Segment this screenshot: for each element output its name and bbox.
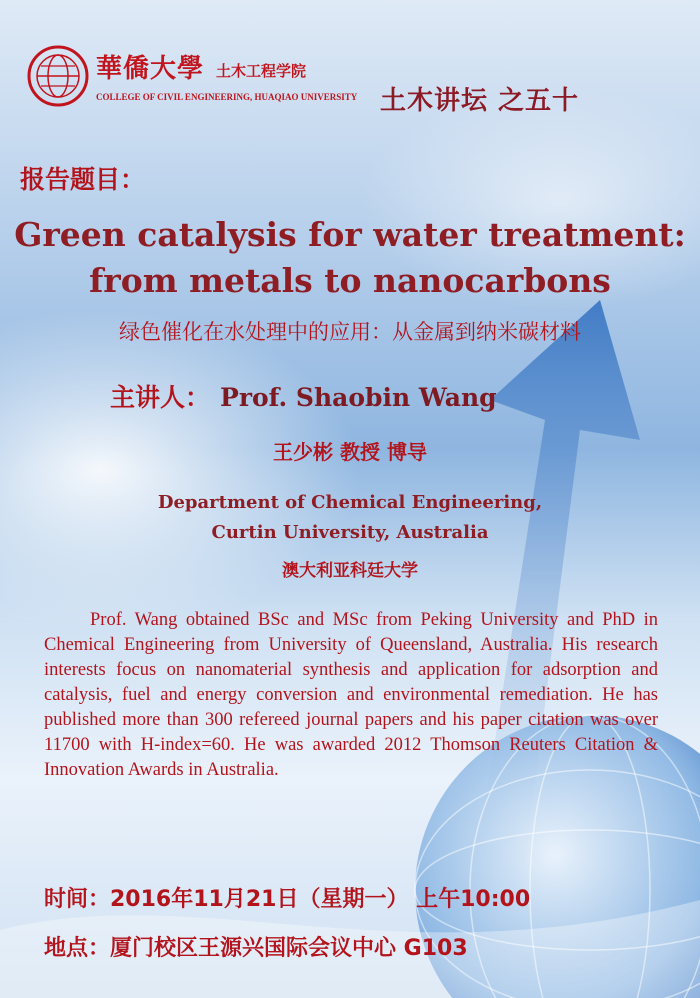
talk-title-line-2: from metals to nanocarbons <box>89 261 611 300</box>
college-logo <box>26 44 356 112</box>
report-label: 报告题目： <box>20 165 146 194</box>
talk-title-english <box>0 212 700 304</box>
university-seal-icon <box>26 44 90 108</box>
talk-title-line-1: Green catalysis for water treatment: <box>14 215 686 254</box>
talk-title-chinese: 绿色催化在水处理中的应用：从金属到纳米碳材料 <box>119 320 581 344</box>
forum-title: 土木讲坛 之五十 <box>380 86 580 116</box>
event-time: 时间：2016年11月21日（星期一） 上午10:00 <box>44 887 531 912</box>
school-name: 華僑大學 <box>96 54 205 84</box>
college-name-english: COLLEGE OF CIVIL ENGINEERING, HUAQIAO UNIVERSITY <box>96 92 358 102</box>
college-name: 土木工程学院 <box>216 62 307 80</box>
speaker-bio: Prof. Wang obtained BSc and MSc from Peking University and PhD in Chemical Engineering from University of Queensland, Australia. His research interests focus on nanomaterial synthesis and application for adsorption and catalysis, fuel and energy conversion and environmental remediation. He has published more than 300 refereed journal papers and his paper citation was over 11700 with H-index=60. He was awarded 2012 Thomson Reuters Citation & Innovation Awards in Australia. <box>44 610 658 780</box>
speaker-name-chinese: 王少彬 教授 博导 <box>273 440 427 464</box>
speaker-line <box>110 378 497 414</box>
speaker-label: 主讲人： <box>110 383 211 412</box>
speaker-affiliation <box>0 488 700 548</box>
affiliation-line-2: Curtin University, Australia <box>211 522 489 543</box>
affiliation-line-1: Department of Chemical Engineering, <box>157 492 543 513</box>
university-name-chinese: 澳大利亚科廷大学 <box>282 561 418 581</box>
event-place: 地点：厦门校区王源兴国际会议中心 G103 <box>44 936 468 961</box>
speaker-name: Prof. Shaobin Wang <box>220 383 497 412</box>
